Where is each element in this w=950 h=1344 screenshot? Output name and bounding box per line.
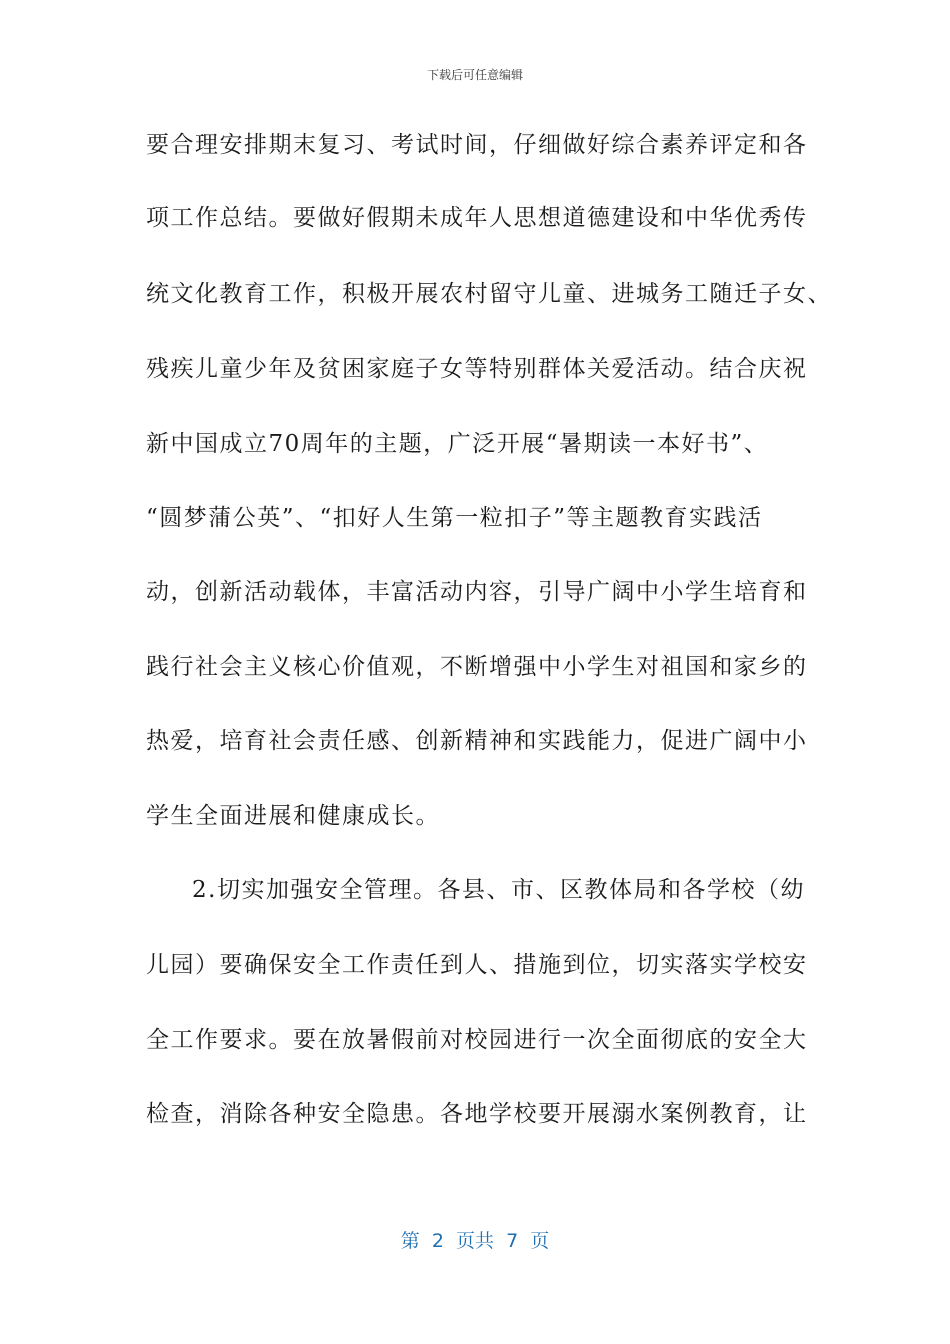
page-number-footer: 第 2 页共 7 页 [400, 1230, 550, 1252]
text-line: 全工作要求。要在放暑假前对校园进行一次全面彻底的安全大 [146, 1027, 808, 1053]
text-line: 残疾儿童少年及贫困家庭子女等特别群体关爱活动。结合庆祝 [146, 356, 808, 382]
page-header: 下载后可任意编辑 [426, 68, 523, 82]
text-line: 新中国成立70周年的主题，广泛开展“暑期读一本好书”、 [146, 431, 769, 457]
text-line: 热爱，培育社会责任感、创新精神和实践能力，促进广阔中小 [146, 728, 808, 754]
paragraph-start-line: 2.切实加强安全管理。各县、市、区教体局和各学校（幼 [192, 877, 805, 903]
text-line: 检查，消除各种安全隐患。各地学校要开展溺水案例教育，让 [146, 1101, 808, 1127]
text-line: 动，创新活动载体，丰富活动内容，引导广阔中小学生培育和 [146, 579, 808, 605]
text-line: 学生全面进展和健康成长。 [146, 803, 440, 829]
text-line: “圆梦蒲公英”、“扣好人生第一粒扣子”等主题教育实践活 [146, 505, 763, 531]
text-line: 要合理安排期末复习、考试时间，仔细做好综合素养评定和各 [146, 132, 808, 158]
text-line: 儿园）要确保安全工作责任到人、措施到位，切实落实学校安 [146, 952, 808, 978]
text-line: 践行社会主义核心价值观，不断增强中小学生对祖国和家乡的 [146, 654, 808, 680]
text-line: 项工作总结。要做好假期未成年人思想道德建设和中华优秀传 [146, 205, 808, 231]
text-line: 统文化教育工作，积极开展农村留守儿童、进城务工随迁子女、 [146, 281, 832, 307]
